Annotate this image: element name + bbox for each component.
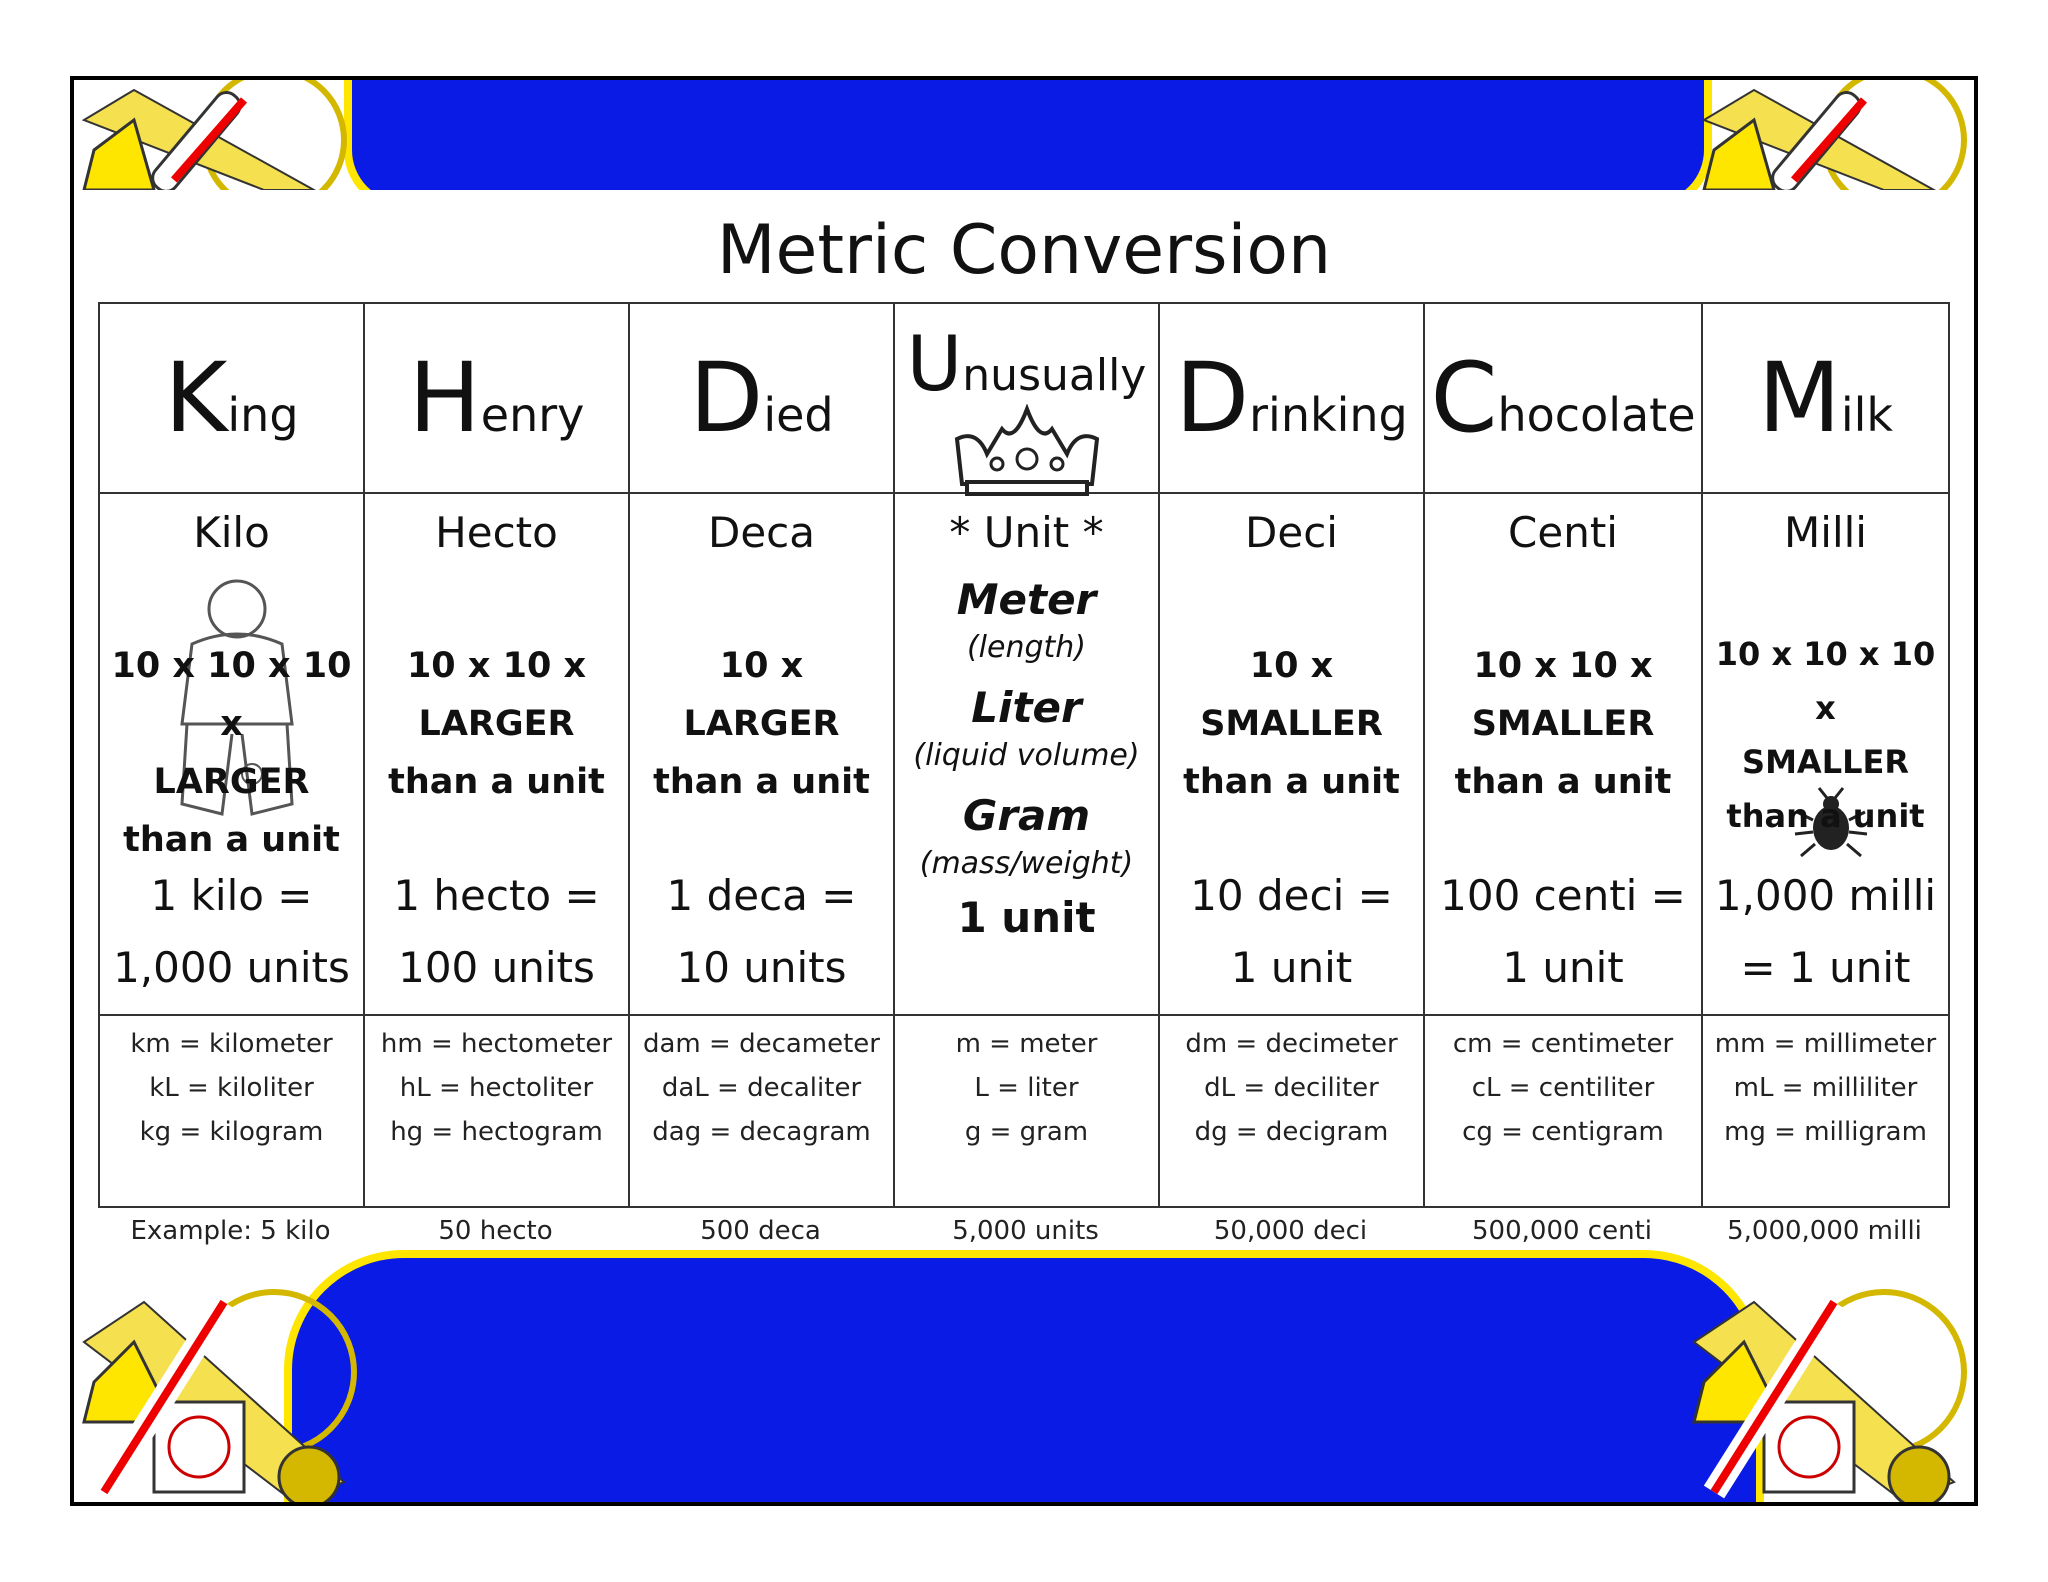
prefix-cell-deci <box>1159 493 1424 1015</box>
example-value: 5,000,000 milli <box>1727 1216 1922 1246</box>
abbreviation: dg = decigram <box>1194 1117 1389 1147</box>
equiv-line: 1 unit <box>1502 943 1624 992</box>
prefix-cell-deca <box>629 493 894 1015</box>
science-tools-icon <box>74 80 354 190</box>
prefix-name: Deca <box>707 508 815 557</box>
abbreviation: hL = hectoliter <box>399 1073 594 1103</box>
abbreviation: cL = centiliter <box>1471 1073 1655 1103</box>
example-value: 50,000 deci <box>1213 1216 1368 1246</box>
prefix-name: Deci <box>1245 508 1338 557</box>
unit-meter: Meter <box>956 575 1097 624</box>
prefix-name: Milli <box>1784 508 1867 557</box>
factor-line: than a unit <box>1454 762 1672 802</box>
unit-gram-desc: (mass/weight) <box>919 846 1134 881</box>
abbreviation: dam = decameter <box>642 1029 880 1059</box>
equiv-line: 10 deci = <box>1190 871 1393 920</box>
unit-liter-desc: (liquid volume) <box>913 738 1140 773</box>
abbreviation: mL = milliliter <box>1733 1073 1918 1103</box>
abbreviation-cell <box>629 1015 894 1207</box>
mnemonic-word: ilk <box>1840 388 1894 442</box>
factor-line: than a unit <box>1726 797 1925 835</box>
title-bar <box>74 190 1974 310</box>
prefix-cell-centi <box>1424 493 1702 1015</box>
prefix-name: Kilo <box>193 508 270 557</box>
mnemonic-initial: U <box>906 319 963 408</box>
mnemonic-initial: D <box>689 342 764 454</box>
abbreviation: mm = millimeter <box>1714 1029 1937 1059</box>
poster <box>70 76 1978 1506</box>
factor-line: SMALLER <box>1742 743 1909 781</box>
abbreviation: dag = decagram <box>652 1117 871 1147</box>
mnemonic-cell <box>99 303 364 493</box>
unit-gram: Gram <box>962 791 1091 840</box>
abbreviation-cell <box>894 1015 1159 1207</box>
prefix-equivalence <box>365 860 628 1004</box>
prefix-equivalence <box>1160 860 1423 1004</box>
factor-line: than a unit <box>653 762 870 802</box>
equiv-line: 1 deca = <box>666 871 857 920</box>
factor-line: LARGER <box>418 704 575 744</box>
equiv-line: 1,000 milli <box>1714 871 1937 920</box>
mnemonic-initial: M <box>1757 342 1841 454</box>
science-tools-icon <box>1694 80 1974 190</box>
mnemonic-initial: D <box>1175 342 1250 454</box>
abbreviation: km = kilometer <box>130 1029 333 1059</box>
mnemonic-word: enry <box>480 388 585 442</box>
mnemonic-cell <box>1159 303 1424 493</box>
equiv-line: 100 units <box>398 943 595 992</box>
unit-cell <box>894 493 1159 1015</box>
equiv-line: 1 hecto = <box>393 871 600 920</box>
prefix-equivalence <box>630 860 893 1004</box>
factor-line: than a unit <box>1183 762 1400 802</box>
mnemonic-word: rinking <box>1249 388 1408 442</box>
abbreviation: g = gram <box>964 1117 1089 1147</box>
factor-line: LARGER <box>683 704 840 744</box>
prefix-equivalence <box>1703 860 1948 1004</box>
abbreviation: L = liter <box>974 1073 1079 1103</box>
prefix-factor <box>630 637 893 811</box>
abbreviation: mg = milligram <box>1724 1117 1927 1147</box>
bottom-blue-band <box>284 1250 1764 1506</box>
equiv-line: 10 units <box>676 943 847 992</box>
mnemonic-initial: C <box>1430 342 1498 454</box>
example-value: 50 hecto <box>438 1216 553 1246</box>
abbreviation: hm = hectometer <box>380 1029 613 1059</box>
prefix-name: Centi <box>1508 508 1618 557</box>
abbreviation: dL = deciliter <box>1204 1073 1379 1103</box>
abbreviation-cell <box>1702 1015 1949 1207</box>
abbreviation: daL = decaliter <box>661 1073 862 1103</box>
example-value: 500 deca <box>700 1216 821 1246</box>
factor-line: LARGER <box>153 762 310 802</box>
prefix-factor <box>100 637 363 869</box>
prefix-factor <box>1160 637 1423 811</box>
abbreviation-cell <box>1159 1015 1424 1207</box>
equiv-line: 100 centi = <box>1440 871 1686 920</box>
abbreviation-cell <box>99 1015 364 1207</box>
mnemonic-cell <box>364 303 629 493</box>
mnemonic-initial: H <box>408 342 481 454</box>
unit-heading: * Unit * <box>949 508 1104 557</box>
prefix-equivalence <box>1425 860 1701 1004</box>
mnemonic-row <box>99 303 1949 493</box>
equiv-line: 1,000 units <box>113 943 350 992</box>
mnemonic-word: ied <box>763 388 834 442</box>
factor-line: 10 x 10 x 10 x <box>111 646 352 744</box>
crown-icon <box>952 404 1102 496</box>
unit-liter: Liter <box>971 683 1082 732</box>
science-tools-icon <box>74 1282 364 1502</box>
mnemonic-word: nusually <box>962 350 1147 401</box>
factor-line: 10 x 10 x <box>1473 646 1653 686</box>
prefix-row <box>99 493 1949 1015</box>
unit-meter-desc: (length) <box>966 630 1087 665</box>
abbreviation: kg = kilogram <box>139 1117 324 1147</box>
example-value: 5,000 units <box>952 1216 1099 1246</box>
example-value: 500,000 centi <box>1472 1216 1652 1246</box>
prefix-equivalence <box>100 860 363 1004</box>
factor-line: SMALLER <box>1471 704 1655 744</box>
factor-line: than a unit <box>388 762 605 802</box>
unit-one: 1 unit <box>957 893 1096 942</box>
abbreviation: cg = centigram <box>1462 1117 1664 1147</box>
mnemonic-cell <box>1424 303 1702 493</box>
equiv-line: 1 kilo = <box>150 871 313 920</box>
equiv-line: = 1 unit <box>1740 943 1911 992</box>
equiv-line: 1 unit <box>1230 943 1353 992</box>
factor-line: 10 x 10 x 10 x <box>1715 635 1936 727</box>
abbreviation-cell <box>1424 1015 1702 1207</box>
abbreviation: kL = kiloliter <box>149 1073 314 1103</box>
abbreviation: hg = hectogram <box>390 1117 603 1147</box>
prefix-factor <box>1425 637 1701 811</box>
abbreviation: m = meter <box>955 1029 1098 1059</box>
abbreviation-row <box>99 1015 1949 1207</box>
factor-line: 10 x 10 x <box>406 646 587 686</box>
mnemonic-cell <box>1702 303 1949 493</box>
prefix-factor <box>365 637 628 811</box>
mnemonic-word: hocolate <box>1497 388 1696 442</box>
prefix-factor <box>1703 627 1948 843</box>
science-tools-icon <box>1684 1282 1974 1502</box>
abbreviation: dm = decimeter <box>1185 1029 1398 1059</box>
prefix-cell-hecto <box>364 493 629 1015</box>
prefix-cell-kilo <box>99 493 364 1015</box>
mnemonic-cell <box>629 303 894 493</box>
factor-line: 10 x <box>719 646 804 686</box>
mnemonic-word: ing <box>227 388 299 442</box>
example-value: Example: 5 kilo <box>130 1216 331 1246</box>
factor-line: than a unit <box>123 820 340 860</box>
factor-line: 10 x <box>1249 646 1334 686</box>
metric-table <box>98 302 1950 1208</box>
example-row <box>98 1216 1948 1246</box>
prefix-cell-milli <box>1702 493 1949 1015</box>
prefix-name: Hecto <box>435 508 558 557</box>
mnemonic-cell <box>894 303 1159 493</box>
page-title: Metric Conversion <box>716 210 1332 290</box>
factor-line: SMALLER <box>1200 704 1383 744</box>
mnemonic-initial: K <box>164 342 228 454</box>
abbreviation: cm = centimeter <box>1452 1029 1674 1059</box>
abbreviation-cell <box>364 1015 629 1207</box>
